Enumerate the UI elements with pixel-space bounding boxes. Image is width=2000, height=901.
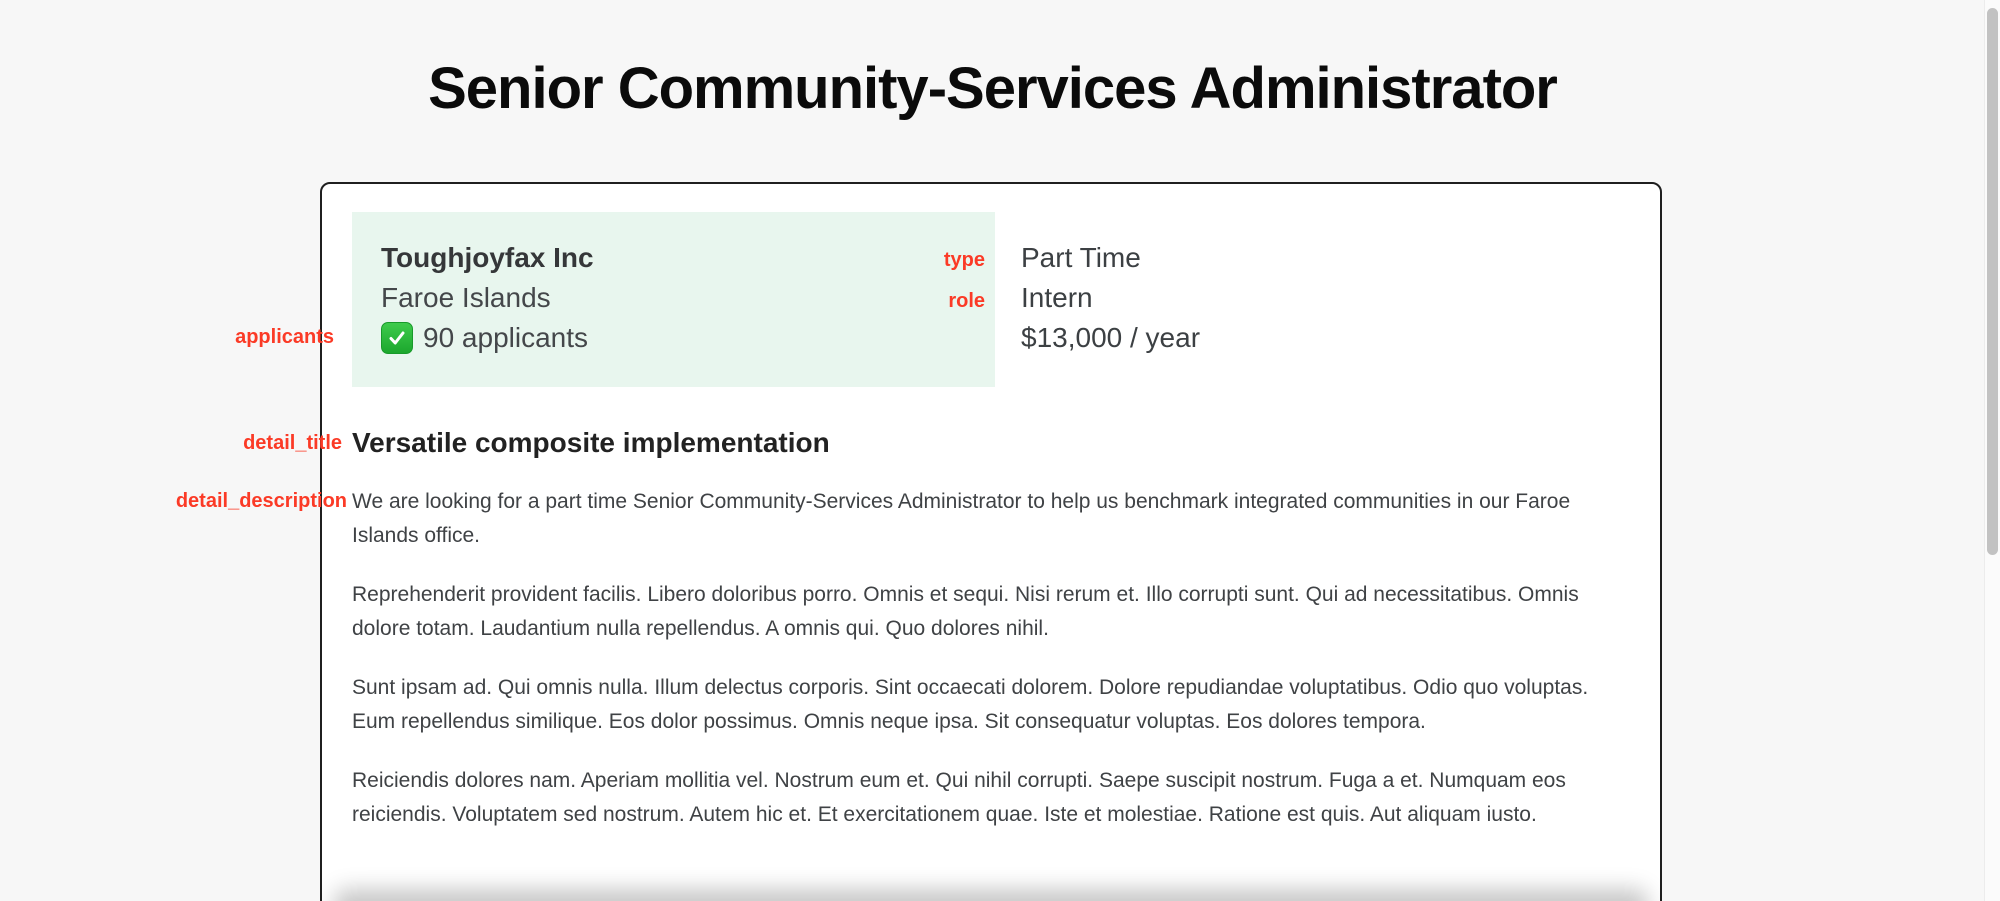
description-paragraph: We are looking for a part time Senior Community-Services Administrator to help us benchmark integrated communities in our Faroe Islands office. (352, 490, 1571, 547)
annotation-detail-description: detail_description (175, 490, 347, 512)
page-title: Senior Community-Services Administrator (428, 56, 1557, 121)
applicants-row (381, 318, 966, 358)
job-header (352, 212, 1630, 387)
job-role-value: Intern (1021, 282, 1093, 313)
check-mark-button-icon (381, 322, 413, 354)
scrollbar-thumb[interactable] (1987, 8, 1998, 555)
annotation-detail-title: detail_title (243, 432, 342, 454)
company-location: Faroe Islands (381, 282, 551, 313)
job-type-value: Part Time (1021, 242, 1141, 273)
company-info-box (352, 212, 995, 387)
company-name: Toughjoyfax Inc (381, 242, 594, 273)
job-salary-value: $13,000 / year (1021, 322, 1201, 353)
detail-title: Versatile composite implementation (352, 427, 830, 458)
job-card (320, 182, 1662, 901)
description-paragraph: Sunt ipsam ad. Qui omnis nulla. Illum delectus corporis. Sint occaecati dolorem. Dolore repudiandae voluptatibus. Odio quo voluptas. Eum repellendus similique. Eos dolor possimus. Omnis neque ipsa. Sit consequatur voluptas. Eos dolores tempora. (352, 676, 1589, 733)
annotation-applicants: applicants (235, 326, 334, 348)
job-meta-column (1021, 212, 1200, 358)
description-paragraph: Reprehenderit provident facilis. Libero doloribus porro. Omnis et sequi. Nisi rerum et. Illo corrupti sunt. Qui ad necessitatibus. Omnis dolore totam. Laudantium nulla repellendus. A omnis qui. Quo dolores nihil. (352, 583, 1579, 640)
applicants-count: 90 applicants (423, 322, 589, 353)
annotation-type: type (943, 249, 985, 271)
detail-description (352, 485, 1630, 831)
vertical-scrollbar[interactable] (1984, 0, 2000, 901)
description-paragraph: Reiciendis dolores nam. Aperiam mollitia vel. Nostrum eum et. Qui nihil corrupti. Saepe suscipit nostrum. Fuga a et. Numquam eos reiciendis. Voluptatem sed nostrum. Autem hic et. Et exercitationem quae. Iste et molestiae. Ratione est quis. Aut aliquam iusto. (352, 769, 1566, 826)
annotation-role: role (948, 290, 985, 312)
